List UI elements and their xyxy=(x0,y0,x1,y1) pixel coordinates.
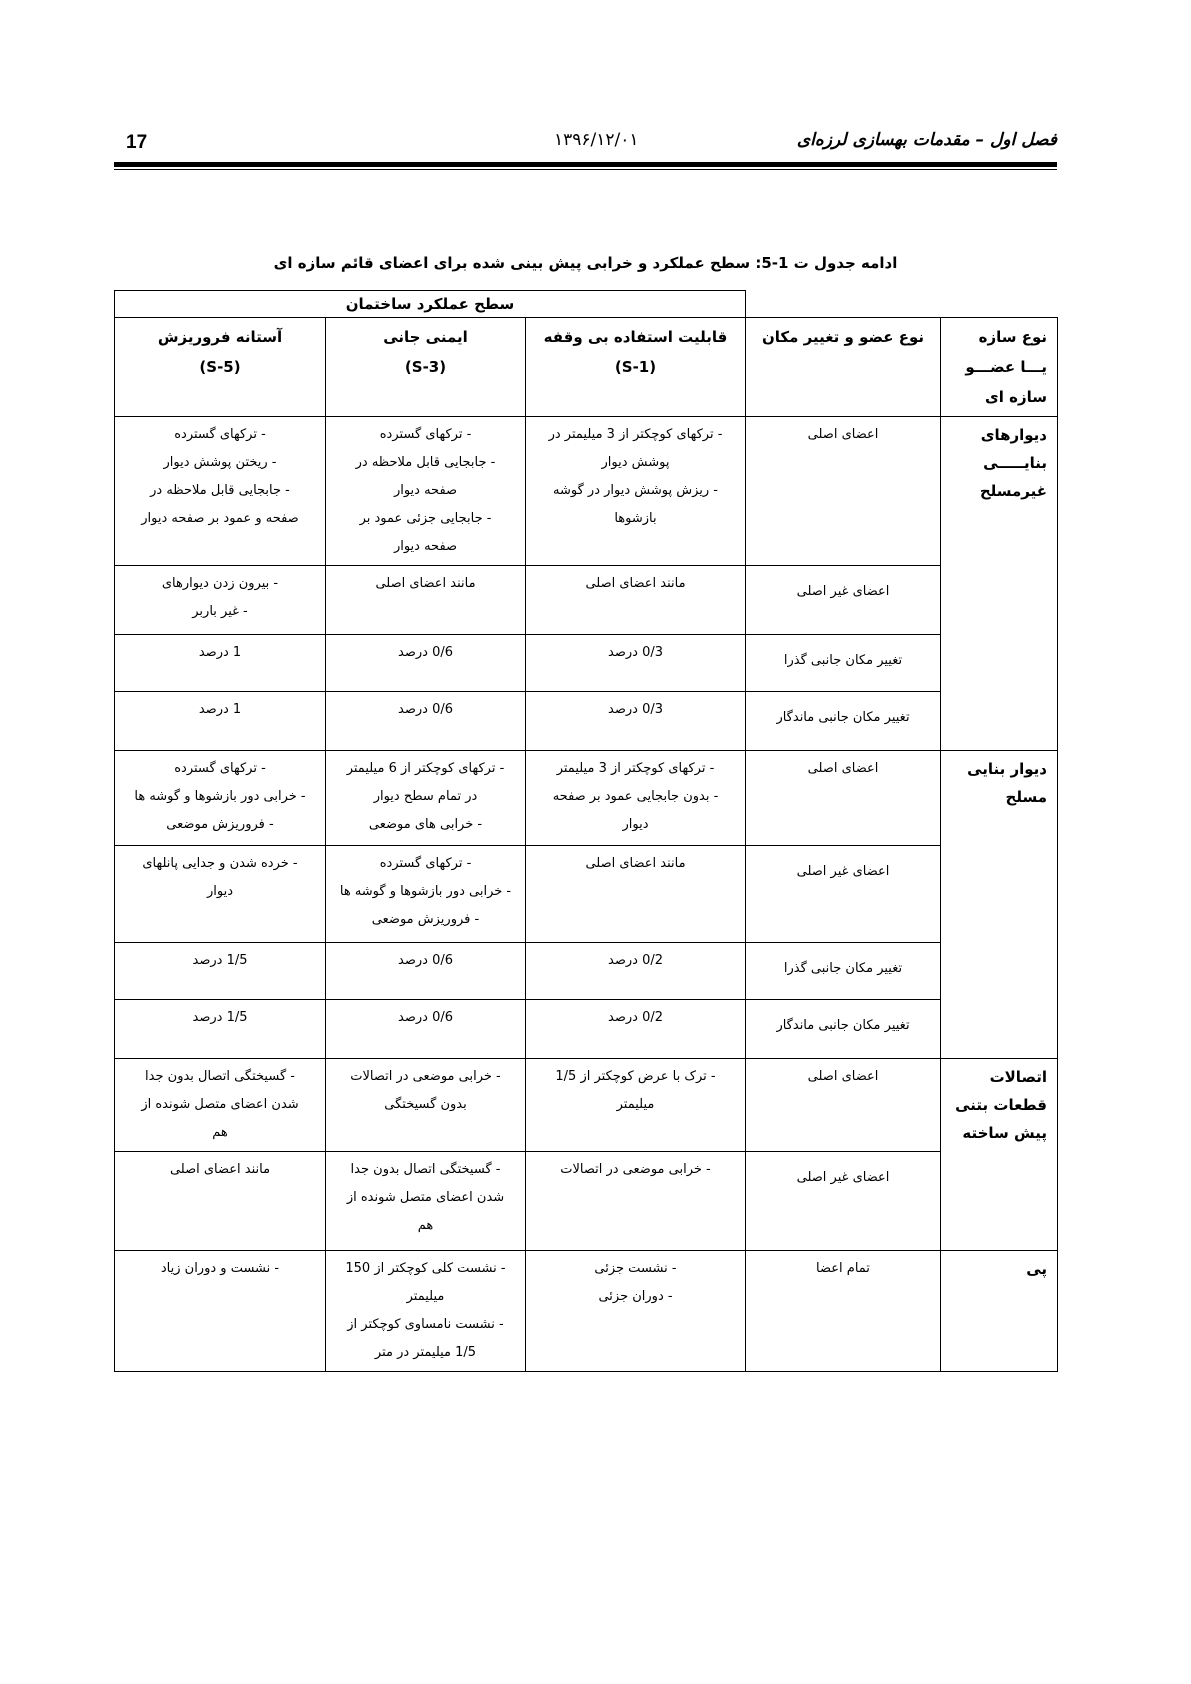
s5-cell: - نشست و دوران زیاد xyxy=(115,1251,326,1372)
performance-header-row xyxy=(115,291,1058,318)
s3-cell: - گسیختگی اتصال بدون جدا شدن اعضای متصل شونده از هم xyxy=(326,1152,526,1251)
table-row xyxy=(115,1152,1058,1251)
chapter-title: فصل اول – مقدمات بهسازی لرزه‌ای xyxy=(796,130,1057,150)
member-type-cell: تغییر مکان جانبی ماندگار xyxy=(746,692,941,751)
s1-cell: مانند اعضای اصلی xyxy=(526,566,746,635)
s5-cell: - بیرون زدن دیوارهای - غیر باربر xyxy=(115,566,326,635)
table-row xyxy=(115,751,1058,846)
s1-cell: - نشست جزئی - دوران جزئی xyxy=(526,1251,746,1372)
member-type-cell: اعضای اصلی xyxy=(746,751,941,846)
structure-type-cell: اتصالات قطعات بتنی پیش ساخته xyxy=(941,1059,1058,1251)
column-header-row xyxy=(115,318,1058,417)
table-row xyxy=(115,692,1058,751)
member-type-cell: اعضای اصلی xyxy=(746,1059,941,1152)
table-row xyxy=(115,846,1058,943)
header-date: ۱۳۹۶/۱۲/۰۱ xyxy=(554,130,639,150)
header-s3: ایمنی جانی (S-3) xyxy=(326,318,526,417)
table-row xyxy=(115,1059,1058,1152)
s1-cell: 0/2 درصد xyxy=(526,943,746,1000)
performance-table xyxy=(114,290,1058,1372)
s5-cell: - ترکهای گسترده - خرابی دور بازشوها و گوشه ها - فروریزش موضعی xyxy=(115,751,326,846)
s3-cell: - ترکهای کوچکتر از 6 میلیمتر در تمام سطح دیوار - خرابی های موضعی xyxy=(326,751,526,846)
header-s5: آستانه فروریزش (S-5) xyxy=(115,318,326,417)
header-rule-thick xyxy=(114,162,1057,167)
s1-cell: - ترکهای کوچکتر از 3 میلیمتر در پوشش دیوار - ریزش پوشش دیوار در گوشه بازشوها xyxy=(526,417,746,566)
s3-cell: 0/6 درصد xyxy=(326,635,526,692)
table-row xyxy=(115,1251,1058,1372)
table-row xyxy=(115,1000,1058,1059)
s3-cell: - ترکهای گسترده - جابجایی قابل ملاحظه در صفحه دیوار - جابجایی جزئی عمود بر صفحه دیوار xyxy=(326,417,526,566)
s5-cell: 1/5 درصد xyxy=(115,943,326,1000)
s1-cell: 0/3 درصد xyxy=(526,635,746,692)
header-s1: قابلیت استفاده بی وقفه (S-1) xyxy=(526,318,746,417)
s1-cell: - خرابی موضعی در اتصالات xyxy=(526,1152,746,1251)
s3-cell: 0/6 درصد xyxy=(326,692,526,751)
structure-type-cell: دیوار بنایی مسلح xyxy=(941,751,1058,1059)
table-row xyxy=(115,417,1058,566)
s1-cell: مانند اعضای اصلی xyxy=(526,846,746,943)
header-rule-thin xyxy=(114,169,1057,170)
s3-cell: - خرابی موضعی در اتصالات بدون گسیختگی xyxy=(326,1059,526,1152)
structure-type-cell: پی xyxy=(941,1251,1058,1372)
s3-cell: 0/6 درصد xyxy=(326,943,526,1000)
member-type-cell: اعضای غیر اصلی xyxy=(746,846,941,943)
member-type-cell: تمام اعضا xyxy=(746,1251,941,1372)
member-type-cell: اعضای غیر اصلی xyxy=(746,1152,941,1251)
s1-cell: 0/2 درصد xyxy=(526,1000,746,1059)
page-number: 17 xyxy=(126,132,148,153)
member-type-cell: اعضای غیر اصلی xyxy=(746,566,941,635)
s3-cell: مانند اعضای اصلی xyxy=(326,566,526,635)
s5-cell: 1 درصد xyxy=(115,635,326,692)
member-type-cell: تغییر مکان جانبی گذرا xyxy=(746,635,941,692)
member-type-cell: تغییر مکان جانبی گذرا xyxy=(746,943,941,1000)
s5-cell: مانند اعضای اصلی xyxy=(115,1152,326,1251)
structure-type-cell: دیوارهای بنایـــــی غیرمسلح xyxy=(941,417,1058,751)
table-row xyxy=(115,566,1058,635)
s1-cell: - ترکهای کوچکتر از 3 میلیمتر - بدون جابجایی عمود بر صفحه دیوار xyxy=(526,751,746,846)
performance-level-header: سطح عملکرد ساختمان xyxy=(115,291,746,318)
s5-cell: 1/5 درصد xyxy=(115,1000,326,1059)
header-member-type: نوع عضو و تغییر مکان xyxy=(746,318,941,417)
s5-cell: - گسیختگی اتصال بدون جدا شدن اعضای متصل شونده از هم xyxy=(115,1059,326,1152)
s1-cell: 0/3 درصد xyxy=(526,692,746,751)
blank-header-cell xyxy=(746,291,1058,318)
s5-cell: 1 درصد xyxy=(115,692,326,751)
page-header xyxy=(114,118,1057,158)
s1-cell: - ترک با عرض کوچکتر از 1/5 میلیمتر xyxy=(526,1059,746,1152)
member-type-cell: اعضای اصلی xyxy=(746,417,941,566)
s3-cell: - نشست کلی کوچکتر از 150 میلیمتر - نشست نامساوی کوچکتر از 1/5 میلیمتر در متر xyxy=(326,1251,526,1372)
table-row xyxy=(115,943,1058,1000)
s3-cell: - ترکهای گسترده - خرابی دور بازشوها و گوشه ها - فروریزش موضعی xyxy=(326,846,526,943)
member-type-cell: تغییر مکان جانبی ماندگار xyxy=(746,1000,941,1059)
s3-cell: 0/6 درصد xyxy=(326,1000,526,1059)
table-caption: ادامه جدول ت 1-5: سطح عملکرد و خرابی پیش بینی شده برای اعضای قائم سازه ای xyxy=(273,254,898,272)
s5-cell: - خرده شدن و جدایی پانلهای دیوار xyxy=(115,846,326,943)
s5-cell: - ترکهای گسترده - ریختن پوشش دیوار - جابجایی قابل ملاحظه در صفحه و عمود بر صفحه دیوار xyxy=(115,417,326,566)
table-row xyxy=(115,635,1058,692)
header-structure-type: نوع سازه یـــا عضـــو سازه ای xyxy=(941,318,1058,417)
